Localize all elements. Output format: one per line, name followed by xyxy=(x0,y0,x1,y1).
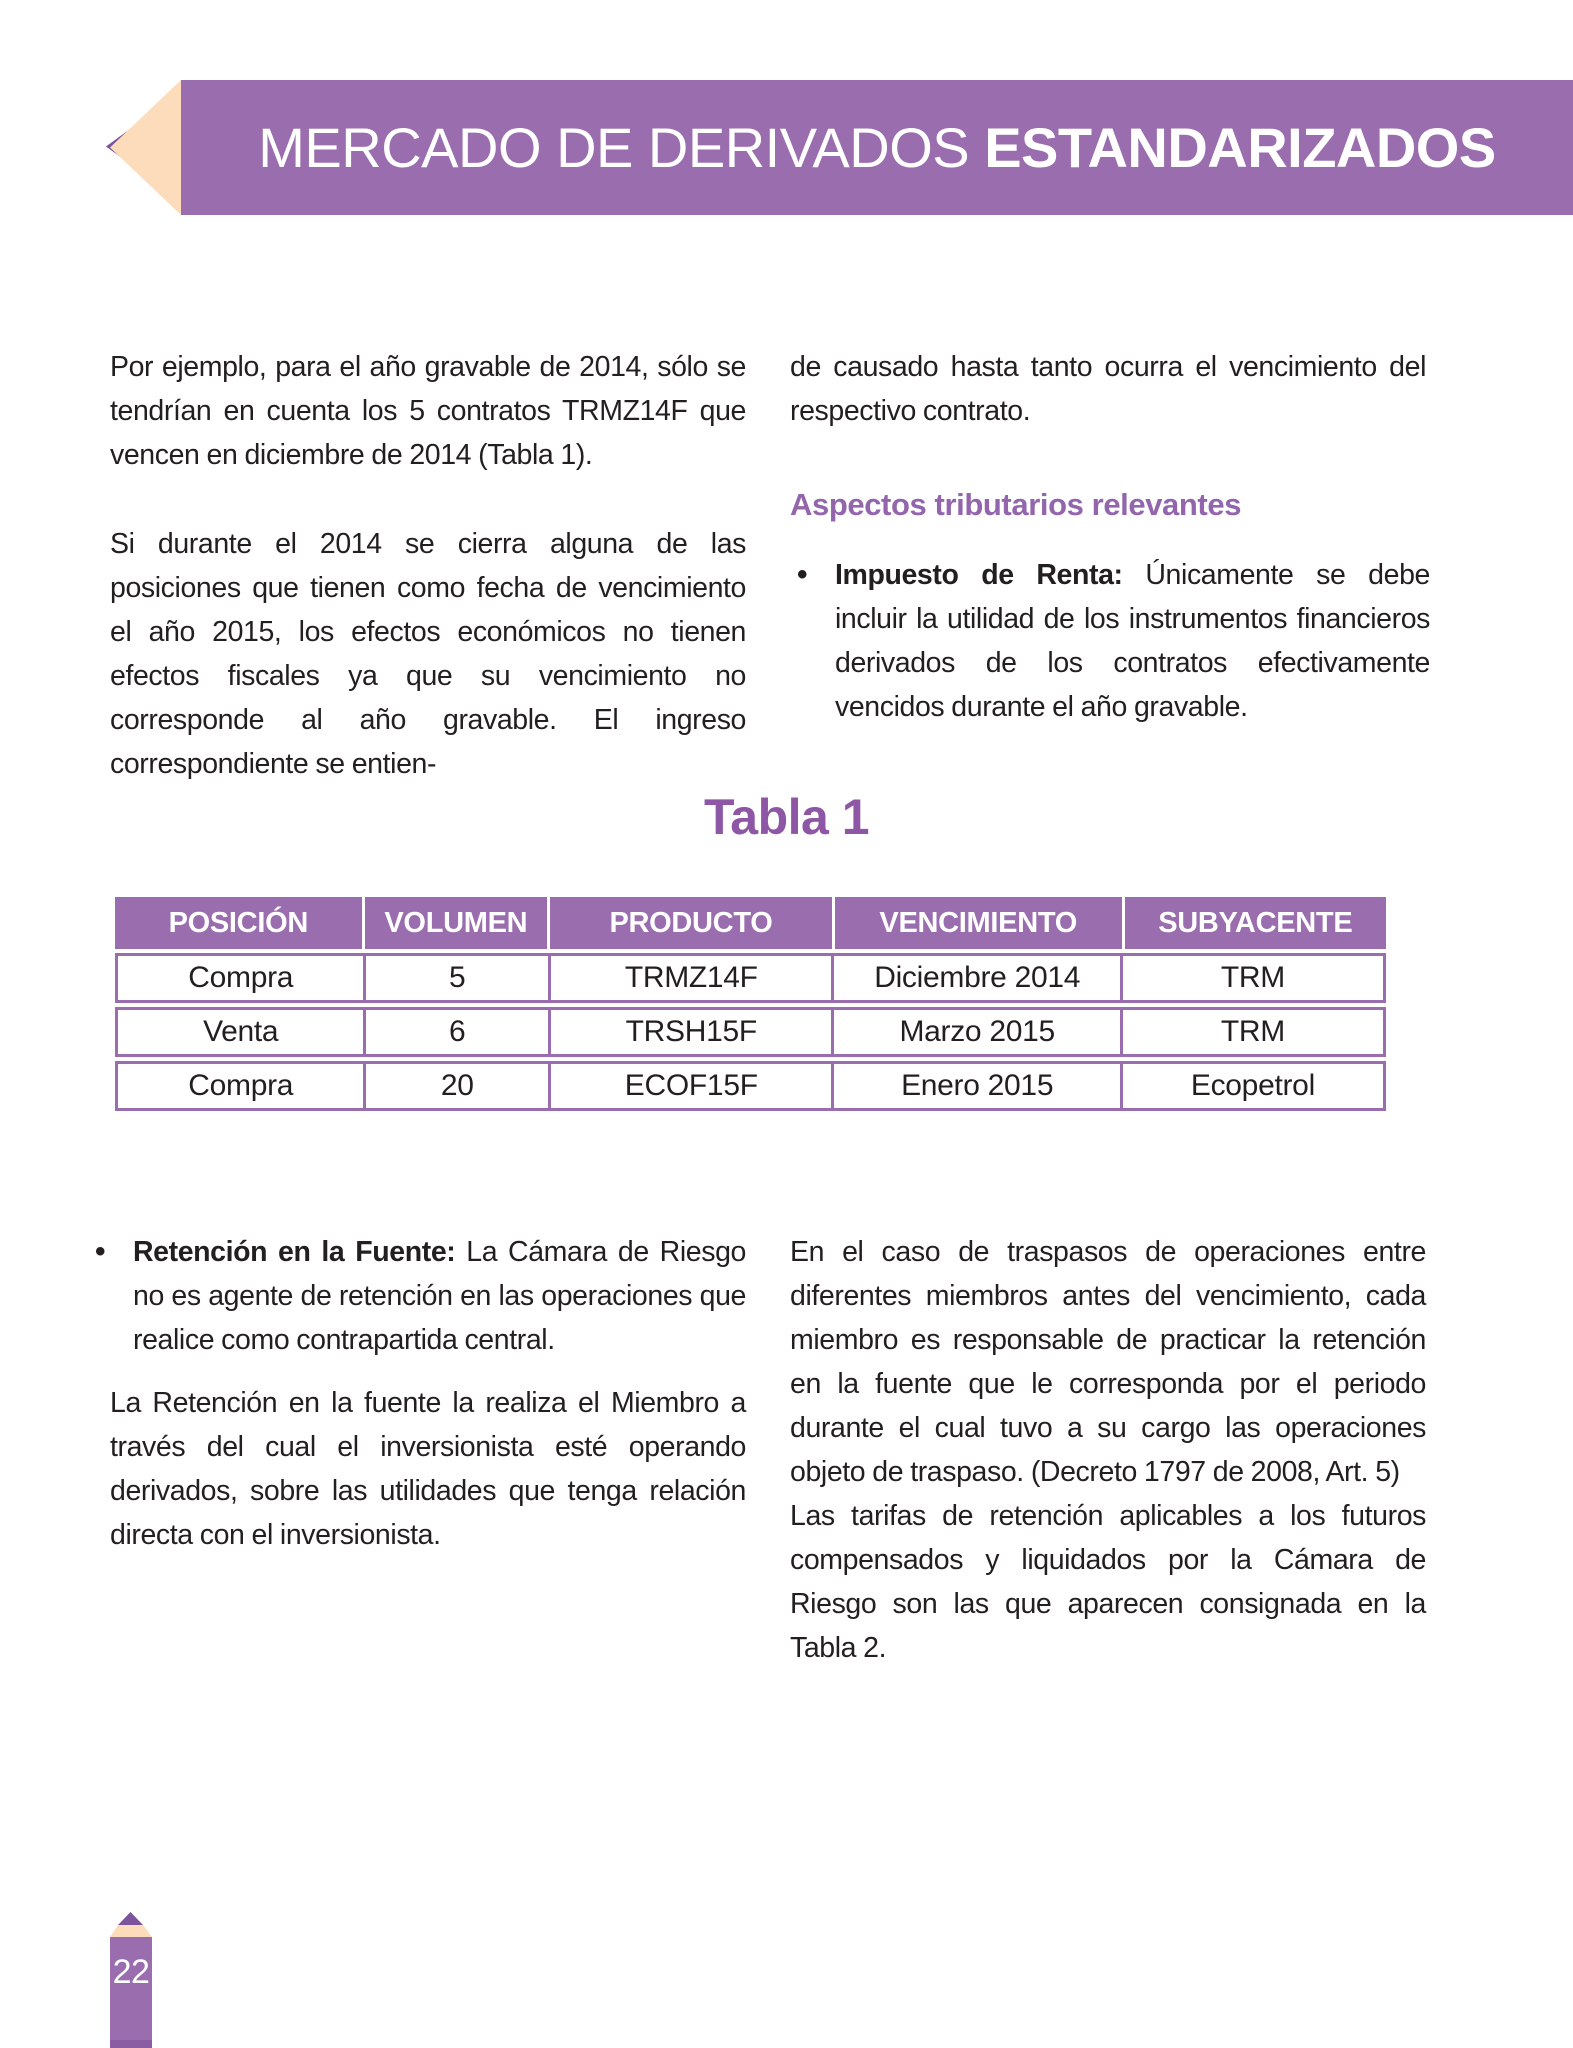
table-cell: 20 xyxy=(363,1064,548,1108)
table-cell: Venta xyxy=(203,1015,279,1048)
table-row xyxy=(115,1007,1386,1057)
page-pencil-wood-icon xyxy=(110,1925,152,1937)
table-cell: TRM xyxy=(1120,956,1383,1000)
bullet-dot-icon: • xyxy=(797,558,808,591)
chapter-title-bold: ESTANDARIZADOS xyxy=(984,116,1496,179)
table-cell: Ecopetrol xyxy=(1120,1064,1383,1108)
paragraph-member-withholding: La Retención en la fuente la realiza el Miembro a través del cual el inversionista esté operando derivados, sobre las utilidades que tenga relación directa con el inversionista. xyxy=(110,1387,746,1551)
table-cell: TRMZ14F xyxy=(548,956,831,1000)
table-cell: Enero 2015 xyxy=(831,1064,1119,1108)
table-cell: Compra xyxy=(188,961,294,994)
bullet-withholding xyxy=(95,1230,746,1362)
bullet-withholding-label: Retención en la Fuente: xyxy=(133,1236,456,1268)
table-header-volumen: VOLUMEN xyxy=(362,897,548,949)
bullet-income-tax-body: Únicamente se debe incluir la utilidad de los instrumentos financieros derivados de los contratos efectivamente vencidos durante el año gravable. xyxy=(835,559,1430,723)
table-header-producto: PRODUCTO xyxy=(547,897,832,949)
section-heading-tax-aspects: Aspectos tributarios relevantes xyxy=(790,487,1242,522)
paragraph-transfers: En el caso de traspasos de operaciones entre diferentes miembros antes del vencimiento, cada miembro es responsable de practicar la retención en la fuente que le corresponda por el periodo durante el cual tuvo a su cargo las operaciones objeto de traspaso. (Decreto 1797 de 2008, Art. 5) xyxy=(790,1236,1426,1488)
table-row xyxy=(115,953,1386,1003)
table-title: Tabla 1 xyxy=(703,789,870,845)
chapter-title-regular: MERCADO DE DERIVADOS xyxy=(258,116,985,179)
table-cell: Compra xyxy=(188,1069,294,1102)
page-pencil-tip-icon xyxy=(118,1912,143,1925)
table-header-subyacente: SUBYACENTE xyxy=(1122,897,1386,949)
table-cell: 5 xyxy=(363,956,548,1000)
bullet-income-tax-label: Impuesto de Renta: xyxy=(835,559,1123,591)
table-cell: TRSH15F xyxy=(548,1010,831,1054)
table-row xyxy=(115,1061,1386,1111)
table-header-row xyxy=(115,897,1386,949)
page-pencil-icon xyxy=(110,1937,152,2048)
bullet-dot-icon: • xyxy=(95,1235,106,1268)
table-header-vencimiento: VENCIMIENTO xyxy=(832,897,1122,949)
bullet-income-tax xyxy=(797,553,1430,729)
paragraph-positions-closed: Si durante el 2014 se cierra alguna de las posiciones que tienen como fecha de vencimiento el año 2015, los efectos económicos no tienen efectos fiscales ya que su vencimiento no corresponde al año gravable. El ingreso correspondiente se entien- xyxy=(110,528,746,780)
paragraph-example: Por ejemplo, para el año gravable de 2014, sólo se tendrían en cuenta los 5 contratos TRMZ14F que vencen en diciembre de 2014 (Tabla 1). xyxy=(110,351,746,471)
page-number: 22 xyxy=(112,1953,150,1991)
table-cell: 6 xyxy=(363,1010,548,1054)
chapter-title xyxy=(258,115,1495,180)
bullet-withholding-text xyxy=(133,1230,746,1362)
pencil-wood-icon xyxy=(110,80,181,215)
table-cell: Marzo 2015 xyxy=(831,1010,1119,1054)
paragraph-rates-tabla2: Las tarifas de retención aplicables a los futuros compensados y liquidados por la Cámara de Riesgo son las que aparecen consignada en la Tabla 2. xyxy=(790,1500,1426,1664)
table-cell: ECOF15F xyxy=(548,1064,831,1108)
bullet-withholding-body: La Cámara de Riesgo no es agente de retención en las operaciones que realice como contrapartida central. xyxy=(133,1236,746,1356)
page-pencil-band-icon xyxy=(110,2040,152,2048)
bullet-income-tax-text xyxy=(835,553,1430,729)
table-header-posicion: POSICIÓN xyxy=(168,906,308,939)
table-tabla1 xyxy=(115,897,1386,1111)
chapter-banner xyxy=(181,80,1573,215)
table-cell: Diciembre 2014 xyxy=(831,956,1119,1000)
table-cell: TRM xyxy=(1120,1010,1383,1054)
paragraph-contract-maturity: de causado hasta tanto ocurra el vencimiento del respectivo contrato. xyxy=(790,351,1426,427)
